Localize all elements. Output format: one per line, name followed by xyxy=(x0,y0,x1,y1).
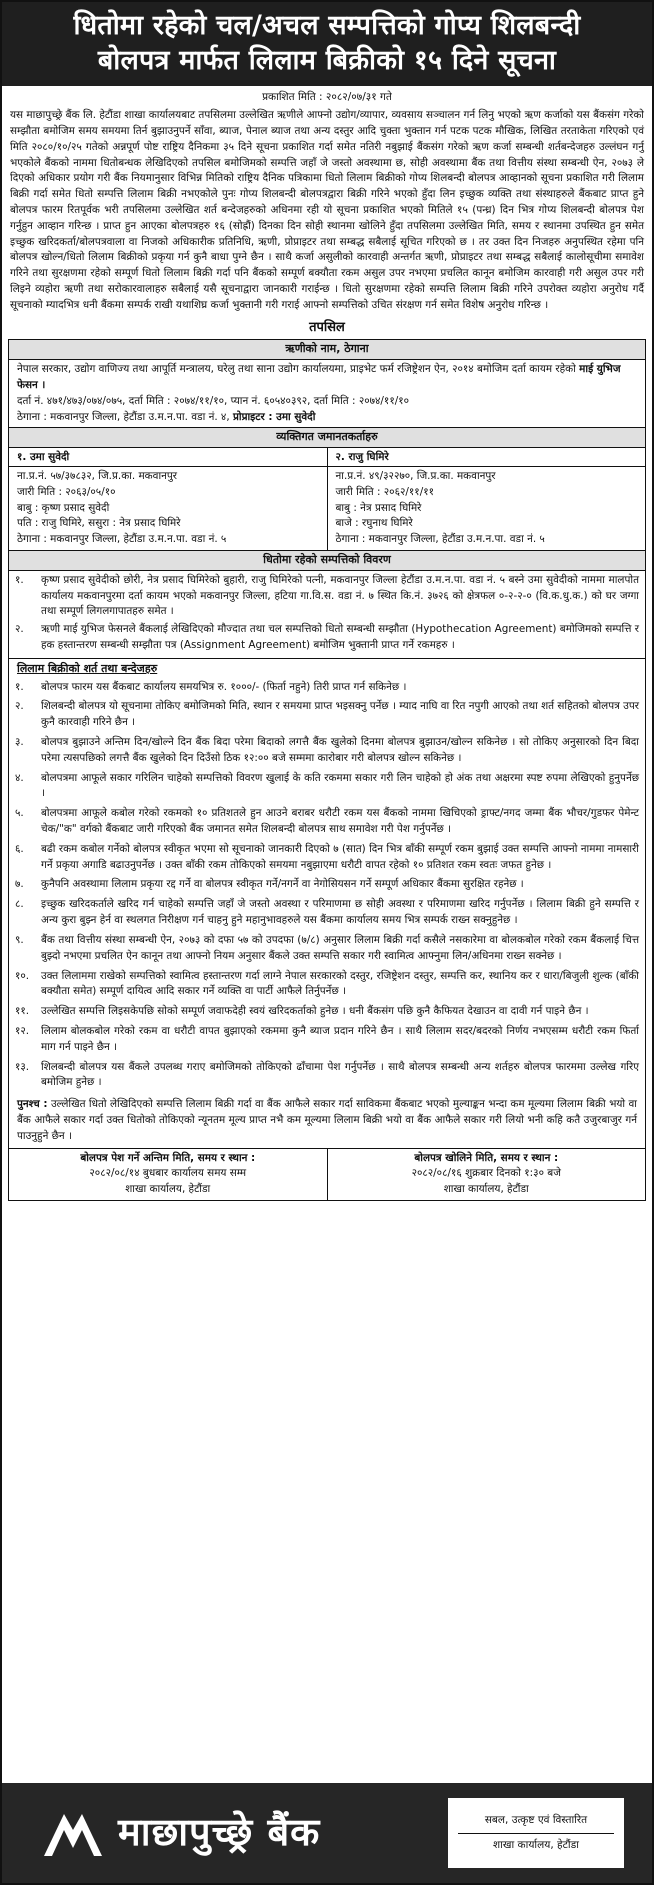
bid-opening-info xyxy=(328,1149,646,1200)
guarantor-1-issued: जारी मिति : २०६३/०५/१० xyxy=(17,485,116,498)
terms-box xyxy=(8,659,646,1201)
borrower-heading: ऋणीको नाम, ठेगाना xyxy=(9,340,645,360)
borrower-line3: ठेगाना : मकवानपुर जिल्ला, हेटौंडा उ.म.न.पा. वडा नं. ४, प्रोप्राइटर : उमा सुवेदी xyxy=(17,410,316,423)
guarantor-1 xyxy=(9,448,328,550)
tagline-divider xyxy=(458,1833,614,1834)
tapsil-heading: तपसिल xyxy=(309,319,345,335)
term-item: ११. उल्लेखित सम्पत्ति लिइसकेपछि सोको सम्पूर्ण जवाफदेही स्वयं खरिदकर्ताको हुनेछ । धनी बैंकसंग पछि कुनै कैफियत देखाउन वा दावी गर्न पाइने छैन । xyxy=(15,1005,589,1018)
postscript-text: उल्लेखित धितो लेखिदिएको सम्पत्ति लिलाम बिक्री गर्दा वा बैंक आफैले सकार गर्दा साविकमा बैंकबाट भएको मुल्याङ्कन भन्दा कम मूल्यमा लिलाम बिक्री भयो वा बैंक आफैले सकार गर्दा उक्त धितोको तोकिएको न्यूनतम मूल्य प्राप्त नभै कम मूल्यमा लिलाम बिक्री भयो वा बैंक आफैले सकार गरी लियो भनी कहि कतै उजुरबाजुर गर्न पाउनुहुने छैन । xyxy=(17,1098,637,1142)
guarantor-1-father: बाबु : कृष्ण प्रसाद सुवेदी xyxy=(17,501,110,514)
tagline-box xyxy=(448,1798,624,1868)
guarantor-1-address: ठेगाना : मकवानपुर जिल्ला, हेटौंडा उ.म.न.पा. वडा नं. ५ xyxy=(17,533,227,546)
term-item: ३. बोलपत्र बुझाउने अन्तिम दिन/खोल्ने दिन बैंक बिदा परेमा बिदाको लगत्तै बैंक खुलेको दिनमा बोलपत्र बुझाउन/खोल्न सकिनेछ । सो तोकिए अनुसारको दिन बिदा परेमा त्यसपछिको लगत्तै बैंक खुलेको दिन दिउँसो ठिक १२:०० बजे सम्ममा कारोबार गरी बोलपत्र खोल्न सकिनेछ । xyxy=(15,735,639,764)
guarantor-2-issued: जारी मिति : २०६२/११/११ xyxy=(335,485,434,498)
guarantor-1-ctz: ना.प्र.नं. ५७/३७८३२, जि.प्र.का. मकवानपुर xyxy=(17,469,178,482)
guarantor-1-spouse: पति : राजु घिमिरे, ससुरा : नेत्र प्रसाद घिमिरे xyxy=(17,517,181,530)
published-date: प्रकाशित मिति : २०८२/०७/३१ गते xyxy=(262,91,392,104)
term-item: ५. बोलपत्रमा आफूले कबोल गरेको रकमको १० प्रतिशतले हुन आउने बराबर धरौटी रकम यस बैंकको नाममा खिचिएको ड्राफ्ट/नगद जम्मा बैंक भौचर/गुडफर पेमेन्ट चेक/"क" वर्गको बैंकबाट जारी गरिएको बैंक जमानत समेत शिलबन्दी बोलपत्र साथ समावेश गरी पेश गर्नुपर्नेछ । xyxy=(15,807,639,836)
guarantor-2-address: ठेगाना : मकवानपुर जिल्ला, हेटौंडा उ.म.न.पा. वडा नं. ५ xyxy=(335,533,545,546)
term-item: १३. शिलबन्दी बोलपत्र यस बैंकले उपलब्ध गराए बमोजिमको तोकिएको ढाँचामा पेश गर्नुपर्नेछ । साथै बोलपत्र सम्बन्धी अन्य शर्तहरु बोलपत्र फारममा उल्लेख गरिए बमोजिम हुनेछ । xyxy=(15,1060,639,1089)
postscript-label: पुनश्च : xyxy=(17,1098,48,1111)
term-item: ९. बैंक तथा वित्तीय संस्था सम्बन्धी ऐन, २०७३ को दफा ५७ को उपदफा (७/८) अनुसार लिलाम बिक्री गर्दा कसैले नसकारेमा वा बोलकबोल गरेको रकम बैंकलाई चित्त बुझ्दो नभएमा प्रचलित ऐन कानून तथा आफ्नो नियम अनुसार बैंकले उक्त सम्पत्ति सकार गरी स्वामित्व आफ्नुमा लिन/अधिनमा राख्न सक्नेछ । xyxy=(15,933,639,962)
term-item: १०. उक्त लिलाममा राखेको सम्पत्तिको स्वामित्व हस्तान्तरण गर्दा लाग्ने नेपाल सरकारको दस्तुर, रजिष्ट्रेशन दस्तुर, सम्पत्ति कर, स्थानिय कर र धारा/बिजुली शुल्क (बाँकी बक्यौता समेत) सम्पूर्ण दायित्व आदि सकार गर्ने व्यक्ति वा पार्टी आफैले तिर्नुपर्नेछ । xyxy=(15,969,639,998)
term-item: ७. कुनैपनि अवस्थामा लिलाम प्रकृया रद्द गर्ने वा बोलपत्र स्वीकृत गर्ने/नगर्ने वा नेगोसियसन गर्ने सम्पूर्ण अधिकार बैंकमा सुरक्षित रहनेछ । xyxy=(15,878,524,891)
term-item: ८. इच्छुक खरिदकर्ताले खरिद गर्न चाहेको सम्पत्ति जहाँ जे जस्तो अवस्था र परिमाणमा छ सोही अवस्था र परिमाणमा खरिद गर्नुपर्नेछ । लिलाम बिक्री हुने सम्पत्ति र अन्य कुरा बुझ्न हेर्न वा स्थलगत निरीक्षण गर्न चाहनु हुने महानुभावहरुले यस बैंकमा कार्यालय समय भित्र सम्पर्क राख्न सक्नुहुनेछ । xyxy=(15,898,639,927)
guarantor-2-name: २. राजु घिमिरे xyxy=(328,450,646,467)
term-item: ६. बढी रकम कबोल गर्नेको बोलपत्र स्वीकृत भएमा सो सूचनाको जानकारी दिएको ७ (सात) दिन भित्र बाँकी सम्पूर्ण रकम बुझाई उक्त सम्पत्ति आफ्नो नाममा नामसारी गर्ने प्रकृया अगाडि बढाउनुपर्नेछ । उक्त बाँकी रकम तोकिएको समयमा नबुझाएमा धरौटी वापत रहेको १० प्रतिशत रकम स्वतः जफत हुनेछ । xyxy=(15,842,639,871)
bid-opening-date: २०८२/०८/१६ शुक्रबार दिनको १:३० बजे xyxy=(411,1167,561,1180)
term-item: ४. बोलपत्रमा आफूले सकार गरिलिन चाहेको सम्पत्तिको विवरण खुलाई के कति रकममा सकार गरी लिन चाहेको हो अंक तथा अक्षरमा स्पष्ट रुपमा लेखिएको हुनुपर्नेछ । xyxy=(15,771,639,800)
terms-heading: लिलाम बिक्रीको शर्त तथा बन्देजहरु xyxy=(17,661,158,675)
bid-opening-place: शाखा कार्यालय, हेटौंडा xyxy=(443,1183,529,1196)
mountain-logo-icon xyxy=(42,1808,104,1858)
collateral-heading: धितोमा रहेको सम्पत्तिको विवरण xyxy=(9,551,645,571)
intro-paragraph: यस माछापुच्छ्रे बैंक लि. हेटौंडा शाखा कार्यालयबाट तपसिलमा उल्लेखित ऋणीले आफ्नो उद्योग/व्यापार, व्यवसाय सञ्चालन गर्न लिनु भएको ऋण कर्जाको यस बैंकसंग गरेको सम्झौता बमोजिम समय समयमा तिर्न बुझाउनुपर्ने साँवा, ब्याज, पेनाल ब्याज तथा अन्य दस्तुर आदि चुक्ता भुक्तान गर्न पटक पटक मौखिक, लिखित तरताकेता गरिएको एवं मिति २०८०/१०/२५ गतेको अन्नपूर्ण पोष्ट राष्ट्रिय दैनिकमा ३५ दिने सूचना प्रकाशित गर्दा समेत नतिरी नबुझाई बैंकसंग गरेको ऋण कर्जा सम्बन्धी शर्तबन्देजहरु उल्लंघन गर्नु भएकोले बैंकको नाममा धितोबन्धक लेखिदिएको तपसिल बमोजिमको सम्पत्ति जहाँ जे जस्तो अवस्थामा छ, सोही अवस्थामा बैंक तथा वित्तीय संस्था सम्बन्धी ऐन, २०७३ ले दिएको अधिकार प्रयोग गरी बैंक नियमानुसार विभिन्न मितिको राष्ट्रिय दैनिक पत्रिकामा धितो लिलाम बिक्रीको गोप्य शिलबन्दी बोलपत्र आव्हानको सूचना प्रकाशित गरी लिलाम बिक्री गर्दा समेत धितो सम्पत्ति लिलाम बिक्री नभएकोले पुनः गोप्य शिलबन्दी बोलपत्रद्वारा बिक्री गरिने भएको हुँदा लिन इच्छुक व्यक्ति तथा संस्थाहरुले बैंकबाट प्राप्त हुने बोलपत्र फारम रितपूर्वक भरी तपसिलमा उल्लेखित शर्त बन्देजहरुको अधिनमा रही यो सूचना प्रकाशित भएको मितिले १५ (पन्ध्र) दिन भित्र गोप्य शिलबन्दी बोलपत्र पेश गर्नुहुन आव्हान गरिन्छ । प्राप्त हुन आएका बोलपत्रहरु १६ (सोह्रौं) दिनका दिन सोही स्थानमा खोलिने हुँदा तपसिलमा उल्लेखित मिति, समय र स्थानमा उपस्थित हुन समेत इच्छुक खरिदकर्ता/बोलपत्रवाला वा निजको अधिकारीक प्रतिनिधि, ऋणी, प्रोप्राइटर तथा सम्बद्ध सबैलाई सूचित गरिएको छ । तर उक्त दिन निजहरु अनुपस्थित रहेमा पनि बोलपत्र खोल्न/धितो लिलाम बिक्रीको प्रकृया गर्न कुनै बाधा पुग्ने छैन । साथै कर्जा असुलीको कारवाही अन्तर्गत ऋणी, प्रोप्राइटर तथा सम्बद्ध सबैलाई कालोसूचीमा समावेश गरिने तथा सुरक्षणमा रहेको सम्पूर्ण धितो लिलाम बिक्री गर्दा पनि बैंकको सम्पूर्ण बक्यौता रकम असुल उपर नभएमा प्रचलित कानून बमोजिम कारवाही गरी असुल उपर गरी लिइने व्यहोरा ऋणी तथा सरोकारवालाहरु सबैलाई यसै सूचनाद्वारा जानकारी गराईन्छ । धितो सुरक्षणमा रहेको सम्पत्ति लिलाम बिक्री गरिने उपरोक्त व्यहोरा अनुरोध गर्दै सूचनाको म्यादभित्र धनी बैंकमा सम्पर्क राखी यथाशिघ्र कर्जा भुक्तानी गरी गराई आफ्नो सम्पत्तिको उचित संरक्षण गर्न समेत विशेष अनुरोध गरिन्छ । xyxy=(10,109,644,311)
borrower-firm-name: माई युभिज फेसन । xyxy=(17,363,621,391)
bid-submission-place: शाखा कार्यालय, हेटौंडा xyxy=(125,1183,211,1196)
term-item: २. शिलबन्दी बोलपत्र यो सूचनामा तोकिए बमोजिमको मिति, स्थान र समयमा प्राप्त भइसक्नु पर्नेछ । म्याद नाघि वा रित नपुगी आएको तथा शर्त सहितको बोलपत्र उपर कुनै कारवाही गरिने छैन । xyxy=(15,700,639,729)
bid-opening-label: बोलपत्र खोलिने मिति, समय र स्थान : xyxy=(414,1151,559,1164)
guarantor-2-grandfather: बाजे : रघुनाथ घिमिरे xyxy=(335,517,413,530)
guarantor-heading: व्यक्तिगत जमानतकर्ताहरु xyxy=(9,428,645,448)
borrower-line2: दर्ता नं. ४७१/४७३/०७४/०७५, दर्ता मिति : २०७४/११/१०, प्यान नं. ६०५४०३९२, दर्ता मिति : २०७४/११/१० xyxy=(17,394,410,407)
postscript xyxy=(9,1097,645,1147)
guarantor-2 xyxy=(328,448,646,550)
bid-submission-info xyxy=(9,1149,328,1200)
term-item: १२. लिलाम बोलकबोल गरेको रकम वा धरौटी वापत बुझाएको रकममा कुनै ब्याज प्रदान गरिने छैन । साथै लिलाम सदर/बदरको निर्णय नभएसम्म धरौटी रकम फिर्ता माग गर्न पाइने छैन । xyxy=(15,1024,639,1053)
term-item: १. बोलपत्र फारम यस बैंकबाट कार्यालय समयभित्र रु. १०००/- (फिर्ता नहुने) तिरी प्राप्त गर्न सकिनेछ । xyxy=(15,680,407,693)
branch-name: शाखा कार्यालय, हेटौंडा xyxy=(493,1838,579,1851)
borrower-proprietor: प्रोप्राइटर : उमा सुवेदी xyxy=(232,410,316,423)
collateral-box xyxy=(8,551,646,659)
bid-schedule xyxy=(9,1148,645,1200)
collateral-item: २. ऋणी माई युभिज फेसनले बैंकलाई लेखिदिएको मौज्दात तथा चल सम्पत्तिको धितो सम्बन्धी सम्झौता (Hypothecation Agreement) बमोजिमको सम्पत्ति र हक हस्तान्तरण सम्बन्धी सम्झौता पत्र (Assignment Agreement) बमोजिम भुक्तानी प्राप्त गर्ने रकमहरु । xyxy=(15,623,639,651)
bank-name: माछापुच्छ्रे बैंक xyxy=(118,1810,321,1855)
guarantor-box xyxy=(8,428,646,551)
guarantor-1-name: १. उमा सुवेदी xyxy=(9,450,327,467)
bank-tagline: सबल, उत्कृष्ट एवं विस्तारित xyxy=(484,1813,588,1826)
notice-title-line2: बोलपत्र मार्फत लिलाम बिक्रीको १५ दिने सूचना xyxy=(97,45,557,77)
collateral-item: १. कृष्ण प्रसाद सुवेदीको छोरी, नेत्र प्रसाद घिमिरेको बुहारी, राजु घिमिरेको पत्नी, मकवानपुर जिल्ला हेटौंडा उ.म.न.पा. वडा नं. ५ बस्ने उमा सुवेदीको नाममा मालपोत कार्यालय मकवानपुरमा दर्ता कायम भएको मकवानपुर जिल्ला, हटिया गा.वि.स. वडा नं. ७ स्थित कि.नं. ३७२६ को क्षेत्रफल ०-२-२-० (वि.क.धु.क.) को घर जग्गा तथा सम्पूर्ण लिगलगापातहरु समेत । xyxy=(15,573,639,618)
guarantor-2-ctz: ना.प्र.नं. ४९/३२२७०, जि.प्र.का. मकवानपुर xyxy=(335,469,496,482)
guarantor-2-father: बाबु : नेत्र प्रसाद घिमिरे xyxy=(335,501,422,514)
notice-title-band xyxy=(2,2,652,86)
bank-footer xyxy=(2,1783,652,1883)
bid-submission-label: बोलपत्र पेश गर्ने अन्तिम मिति, समय र स्थान : xyxy=(80,1151,256,1164)
notice-title-line1: धितोमा रहेको चल/अचल सम्पत्तिको गोप्य शिलबन्दी xyxy=(73,10,581,41)
borrower-line1: नेपाल सरकार, उद्योग वाणिज्य तथा आपूर्ति मन्त्रालय, घरेलु तथा साना उद्योग कार्यालयमा, प्राइभेट फर्म रजिष्ट्रेशन ऐन, २०१४ बमोजिम दर्ता कायम रहेको माई युभिज फेसन । xyxy=(17,363,621,391)
borrower-box xyxy=(8,339,646,428)
bid-submission-date: २०८२/०८/१४ बुधबार कार्यालय समय सम्म xyxy=(89,1167,247,1180)
